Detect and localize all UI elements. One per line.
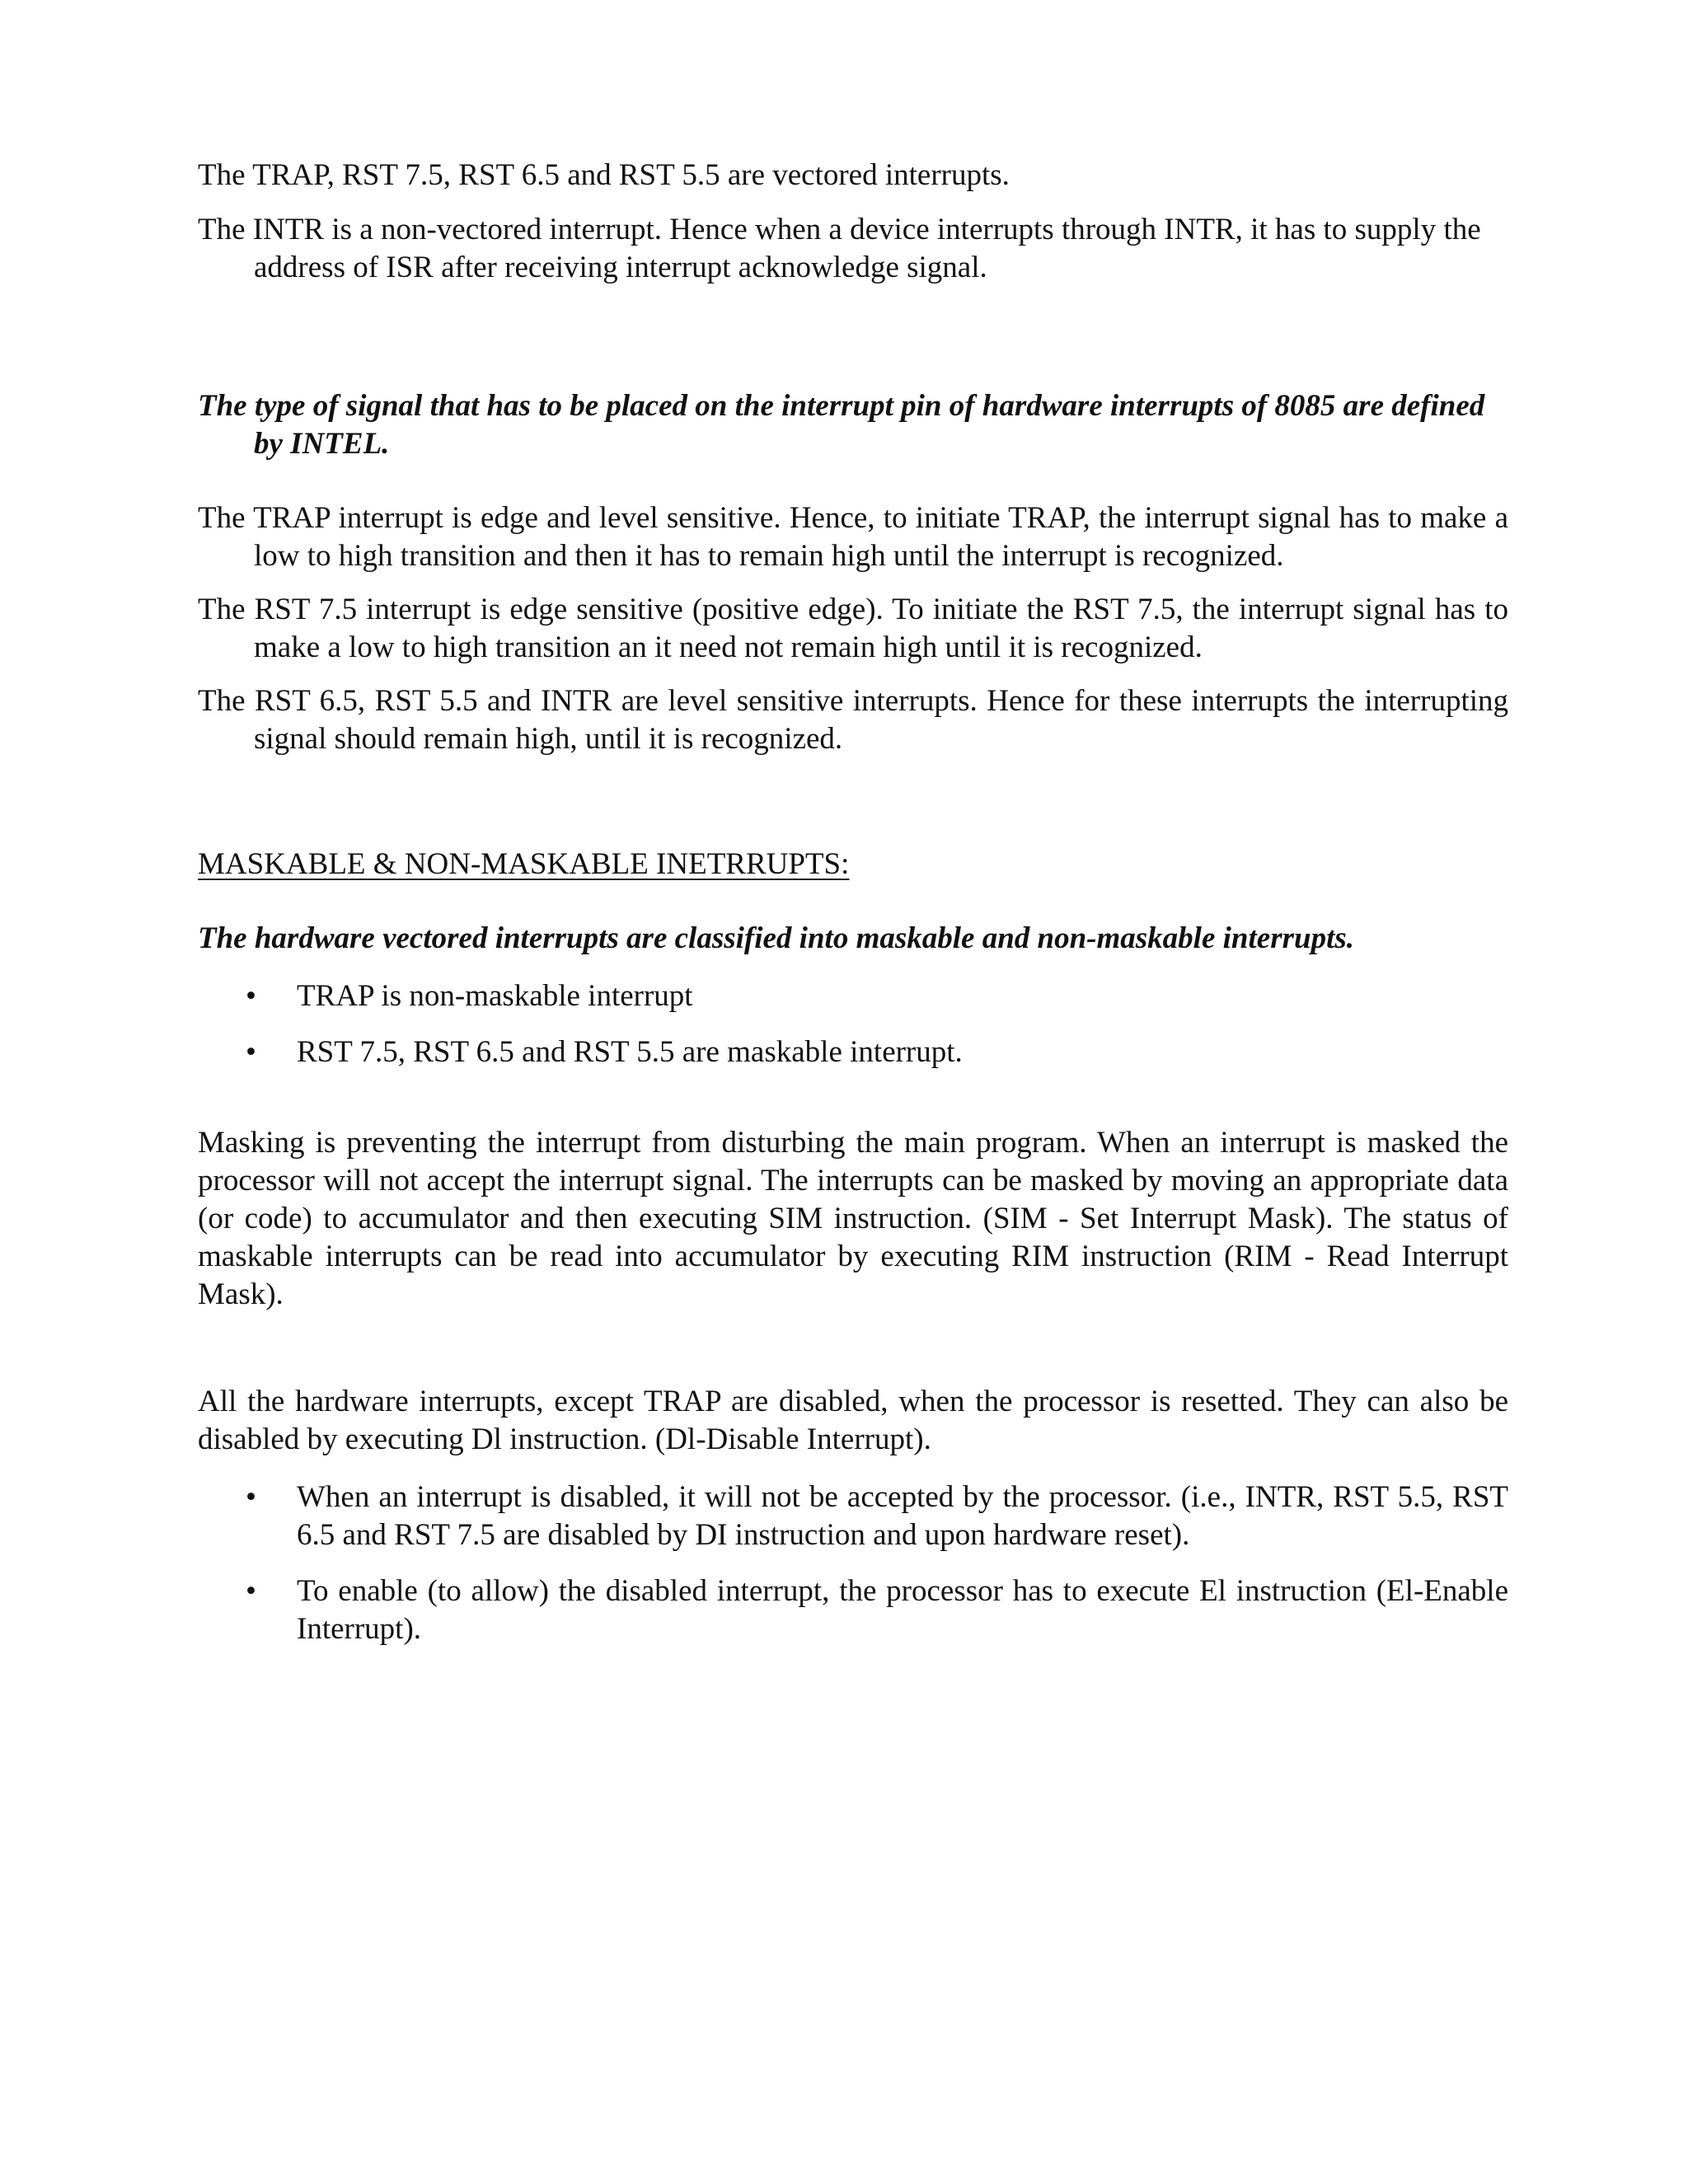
list-item (246, 1033, 1508, 1071)
classification-subheading: The hardware vectored interrupts are classified into maskable and non-maskable interrupts. (198, 921, 1355, 955)
list-item-text: TRAP is non-maskable interrupt (297, 979, 693, 1013)
bullet-icon: • (246, 1480, 256, 1514)
bullet-icon: • (246, 1035, 256, 1069)
list-item-text: When an interrupt is disabled, it will not be accepted by the processor. (i.e., INTR, RST 5.5, RST 6.5 and RST 7.5 are disabled by DI instruction and upon hardware reset). (297, 1480, 1508, 1552)
list-item-text: RST 7.5, RST 6.5 and RST 5.5 are maskable interrupt. (297, 1035, 963, 1069)
list-item-text: To enable (to allow) the disabled interrupt, the processor has to execute El instruction (El-Enable Interrupt). (297, 1574, 1508, 1646)
non-vectored-interrupt-paragraph: The INTR is a non-vectored interrupt. Hence when a device interrupts through INTR, it has to supply the address of ISR after receiving interrupt acknowledge signal. (198, 213, 1481, 284)
disable-bullet-list (198, 1479, 1508, 1648)
rst75-sensitivity-paragraph: The RST 7.5 interrupt is edge sensitive (positive edge). To initiate the RST 7.5, the interrupt signal has to make a low to high transition an it need not remain high until it is recognized. (198, 593, 1508, 664)
list-item (246, 1479, 1508, 1554)
disable-interrupts-paragraph: All the hardware interrupts, except TRAP are disabled, when the processor is resetted. They can also be disabled by executing Dl instruction. (Dl-Disable Interrupt). (198, 1385, 1508, 1456)
bullet-icon: • (246, 979, 256, 1013)
signal-type-heading: The type of signal that has to be placed on the interrupt pin of hardware interrupts of 8085 are defined by INTEL. (198, 389, 1485, 461)
document-page (198, 157, 1508, 1648)
trap-sensitivity-paragraph: The TRAP interrupt is edge and level sensitive. Hence, to initiate TRAP, the interrupt signal has to make a low to high transition and then it has to remain high until the interrupt is recognized. (198, 501, 1508, 573)
list-item (246, 977, 1508, 1015)
bullet-icon: • (246, 1574, 256, 1608)
masking-paragraph: Masking is preventing the interrupt from disturbing the main program. When an interrupt is masked the processor will not accept the interrupt signal. The interrupts can be masked by moving an appropriate data (or code) to accumulator and then executing SIM instruction. (SIM - Set Interrupt Mask). The status of maskable interrupts can be read into accumulator by executing RIM instruction (RIM - Read Interrupt Mask). (198, 1126, 1508, 1311)
level-sensitive-paragraph: The RST 6.5, RST 5.5 and INTR are level sensitive interrupts. Hence for these interrupts the interrupting signal should remain high, until it is recognized. (198, 684, 1508, 756)
list-item (246, 1572, 1508, 1648)
maskable-bullet-list (198, 977, 1508, 1071)
vectored-interrupts-paragraph: The TRAP, RST 7.5, RST 6.5 and RST 5.5 are vectored interrupts. (198, 158, 1010, 192)
maskable-section-heading: MASKABLE & NON-MASKABLE INETRRUPTS: (198, 847, 850, 881)
